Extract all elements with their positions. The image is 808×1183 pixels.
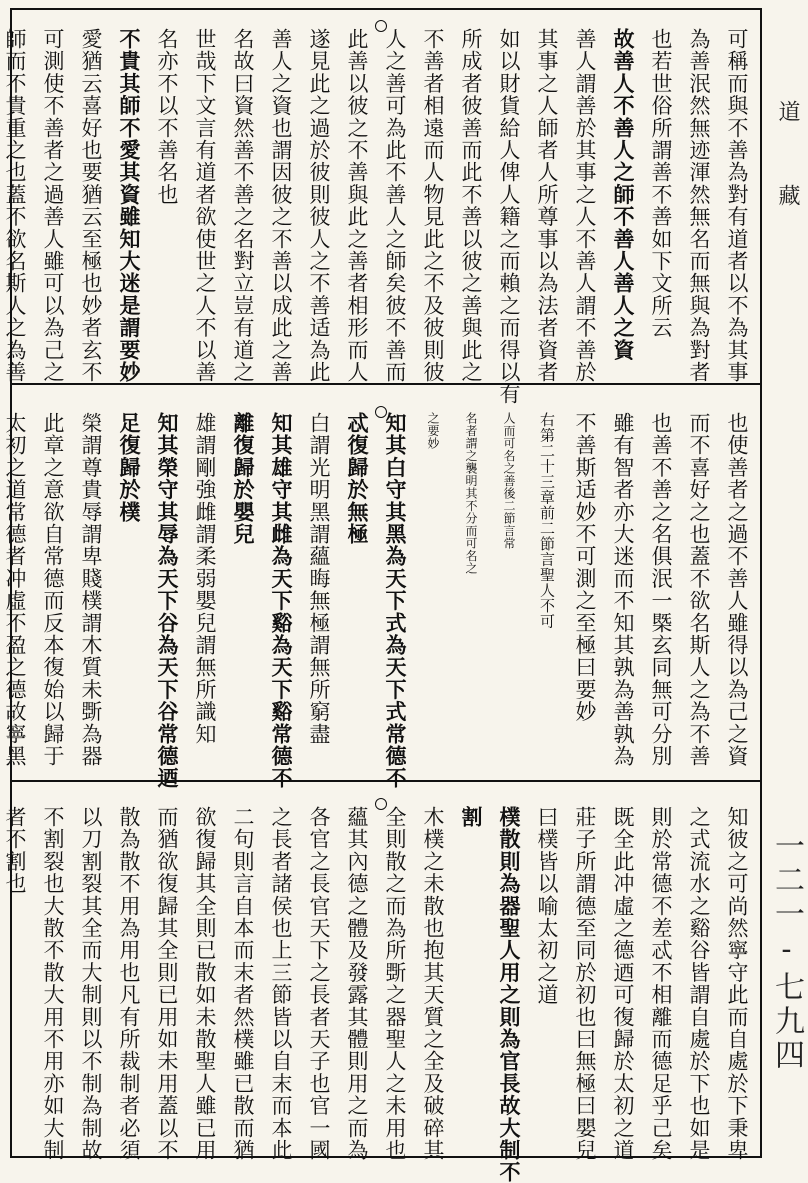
commentary-line: 以刀割裂其全而大制則以不制為制故 <box>79 806 103 1162</box>
scripture-line: 知其雄守其雌為天下谿為天下谿常德不 <box>269 412 294 790</box>
commentary-line: 所成者彼善而此不善以彼之善與此之 <box>459 28 483 384</box>
commentary-line: 者不割也 <box>3 806 27 895</box>
commentary-line: 善人謂善於其事之人不善人謂不善於 <box>573 28 597 384</box>
commentary-line: 雄謂剛強雌謂柔弱嬰兒謂無所識知 <box>193 412 217 745</box>
commentary-line: 榮謂尊貴辱謂卑賤樸謂木質未斲為器 <box>79 412 103 768</box>
commentary-line: 二句則言自本而末者然樸雖已散而猶 <box>231 806 255 1162</box>
commentary-line: 欲復歸其全則已散如未散聖人雖已用 <box>193 806 217 1162</box>
commentary-line: 遂見此之過於彼則彼人之不善适為此 <box>307 28 331 384</box>
commentary-line: 白謂光明黑謂蘊晦無極謂無所窮盡 <box>307 412 331 745</box>
commentary-line: 不善者相遠而人物見此之不及彼則彼 <box>421 28 445 384</box>
commentary-line: 也使善者之過不善人雖得以為己之資 <box>725 412 749 768</box>
commentary-line: 愛猶云喜好也要猶云至極也妙者玄不 <box>79 28 103 384</box>
commentary-line: 名亦不以不善名也 <box>155 28 179 206</box>
panel-divider-1 <box>10 383 762 385</box>
commentary-line: 之式流水之谿谷皆謂自處於下也如是 <box>687 806 711 1162</box>
scripture-line: 知其榮守其辱為天下谷為天下谷常德迺 <box>155 412 180 790</box>
collection-title: 道藏 <box>775 100 800 268</box>
commentary-line: 各官之長官天下之長者天子也官一國 <box>307 806 331 1162</box>
commentary-line: 可測使不善者之過善人雖可以為己之 <box>41 28 65 384</box>
scripture-line: 足復歸於樸 <box>117 412 142 523</box>
commentary-line: 莊子所謂德至同於初也曰無極曰嬰兒 <box>573 806 597 1162</box>
commentary-line: 師而不貴重之也蓋不欲名斯人之為善 <box>3 28 27 384</box>
scripture-line: 故善人不善人之師不善人善人之資 <box>611 28 636 361</box>
scripture-line: 離復歸於嬰兒 <box>231 412 256 546</box>
scripture-page <box>3 8 762 1183</box>
commentary-line: 也善不善之名俱泯一槩玄同無可分別 <box>649 412 673 768</box>
commentary-line: 雖有智者亦大迷而不知其孰為善孰為 <box>611 412 635 768</box>
commentary-line: 世哉下文言有道者欲使世之人不以善 <box>193 28 217 384</box>
scripture-line: 割 <box>459 806 484 829</box>
commentary-line: 而猶欲復歸其全則已用如未用蓋以不 <box>155 806 179 1162</box>
scripture-line: 樸散則為器聖人用之則為官長故大制不 <box>497 806 522 1183</box>
scripture-line: 忒復歸於無極 <box>345 412 370 546</box>
text-panel-top <box>3 28 762 406</box>
commentary-line: 不善斯适妙不可測之至極曰要妙 <box>573 412 597 723</box>
commentary-line: 曰樸皆以喻太初之道 <box>535 806 559 1006</box>
commentary-line: 為善泯然無迹渾然無名而無與為對者 <box>687 28 711 384</box>
commentary-line: 則於常德不差忒不相離而德足乎己矣 <box>649 806 673 1162</box>
commentary-line: 此善以彼之不善與此之善者相形而人 <box>345 28 369 384</box>
commentary-line: 其事之人師者人所尊事以為法者資者 <box>535 28 559 384</box>
commentary-line: 之長者諸侯也上三節皆以自末而本此 <box>269 806 293 1162</box>
scripture-line: 不貴其師不愛其資雖知大迷是謂要妙 <box>117 28 142 384</box>
commentary-line: 人而可名之善後二節言常 <box>502 412 516 550</box>
commentary-line: 不割裂也大散不散大用不用亦如大制 <box>41 806 65 1162</box>
commentary-line: 知彼之可尚然寧守此而自處於下秉卑 <box>725 806 749 1162</box>
commentary-line: 之要妙 <box>426 412 440 450</box>
commentary-line: 可稱而與不善為對有道者以不為其事 <box>725 28 749 384</box>
commentary-line: 太初之道常德者冲虛不盈之德故寧黑 <box>3 412 27 768</box>
commentary-line: 人之善可為此不善人之師矣彼不善而 <box>383 28 407 384</box>
text-panel-bottom <box>3 806 762 1183</box>
commentary-line: 全則散之而為所斲之器聖人之未用也 <box>383 806 407 1162</box>
commentary-line: 名者謂之襲明其不分而可名之 <box>464 412 478 575</box>
commentary-line: 此章之意欲自常德而反本復始以歸于 <box>41 412 65 768</box>
commentary-line: 而不喜好之也蓋不欲名斯人之為不善 <box>687 412 711 768</box>
commentary-line: 也若世俗所謂善不善如下文所云 <box>649 28 673 339</box>
scripture-line: 知其白守其黑為天下式為天下式常德不 <box>383 412 408 790</box>
commentary-line: 如以財貨給人俾人籍之而賴之而得以有 <box>497 28 521 406</box>
commentary-line: 既全此冲虛之德迺可復歸於太初之道 <box>611 806 635 1162</box>
text-panel-middle <box>3 412 762 790</box>
folio-number: 一二一-七九四 <box>769 830 804 1073</box>
commentary-line: 善人之資也謂因彼之不善以成此之善 <box>269 28 293 384</box>
commentary-line: 散為散不用為用也凡有所裁制者必須 <box>117 806 141 1162</box>
commentary-line: 蘊其內德之體及發露其體則用之而為 <box>345 806 369 1162</box>
commentary-line: 右第二十三章前二節言聖人不可 <box>538 412 556 629</box>
commentary-line: 名故曰資然善不善之名對立豈有道之 <box>231 28 255 384</box>
commentary-line: 木樸之未散也抱其天質之全及破碎其 <box>421 806 445 1162</box>
